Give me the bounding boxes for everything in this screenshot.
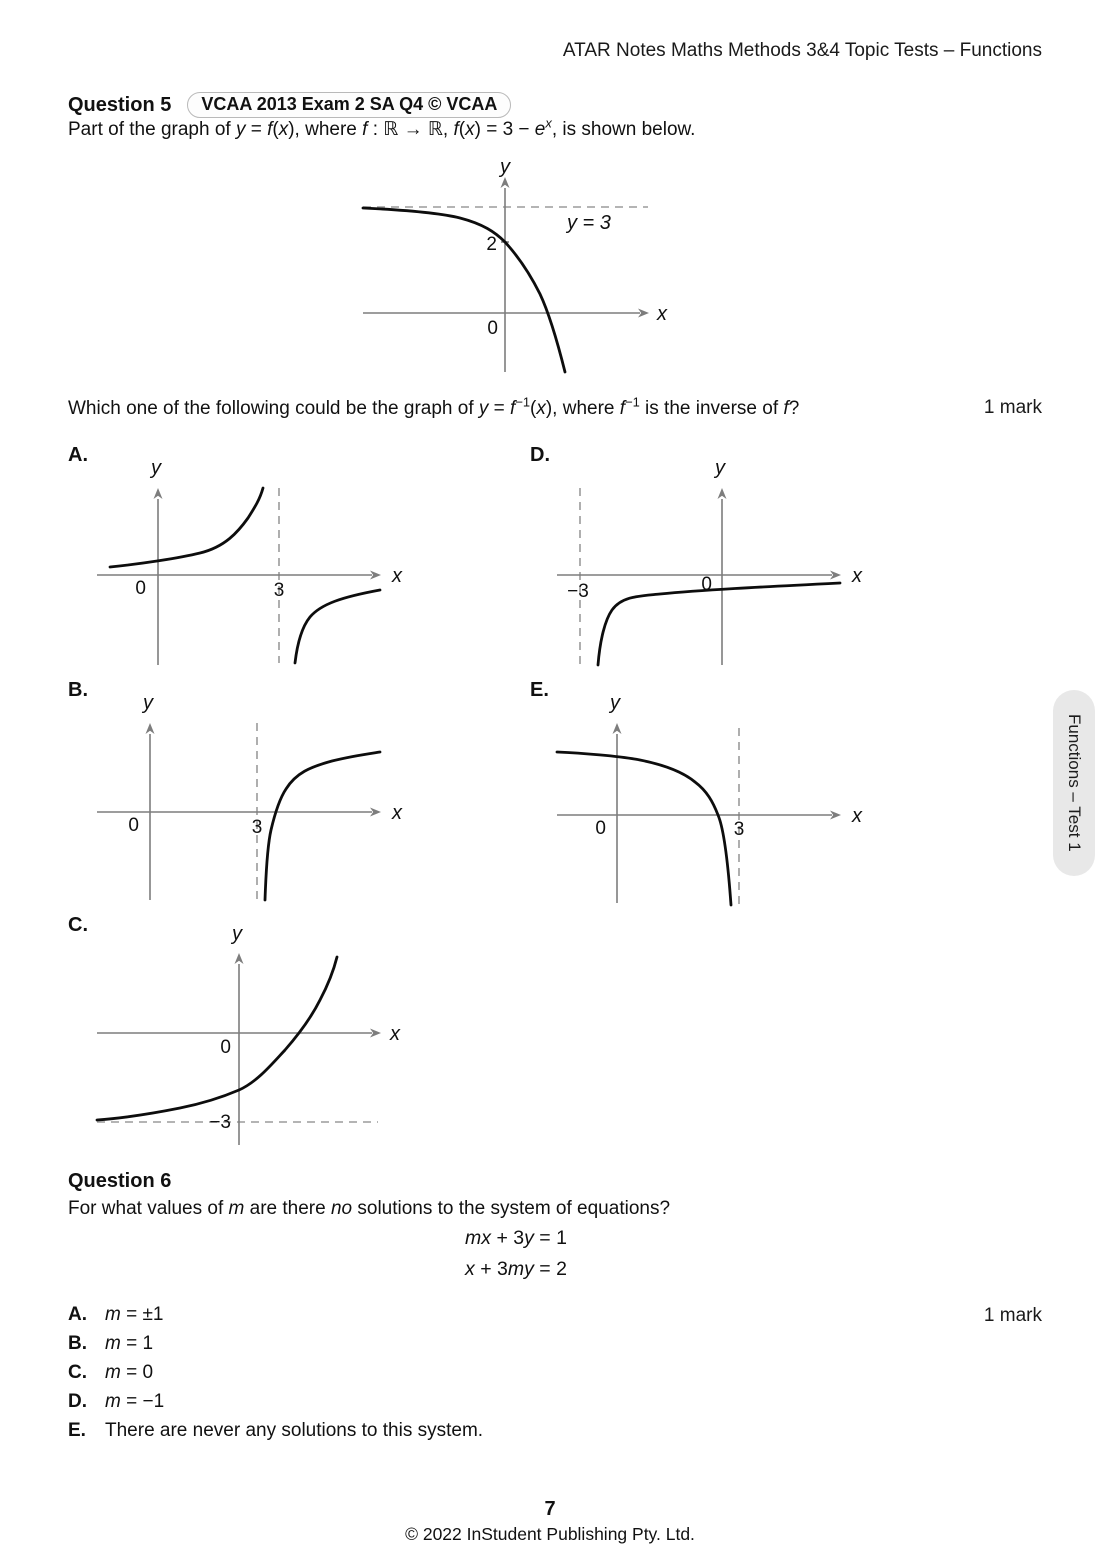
tick-label: −3 — [567, 581, 589, 602]
x-axis-label: x — [852, 565, 862, 587]
y-axis-label: y — [610, 692, 620, 714]
copyright-notice: © 2022 InStudent Publishing Pty. Ltd. — [405, 1524, 695, 1544]
option-letter: C. — [68, 1362, 87, 1383]
y-axis-label: y — [715, 457, 725, 479]
question6-prompt: For what values of m are there no solutions to the system of equations? — [68, 1198, 671, 1219]
question5-main-graph — [335, 156, 675, 378]
option-letter: B. — [68, 1333, 87, 1354]
curve-right-branch — [295, 590, 380, 663]
option-e-letter: E. — [530, 679, 549, 701]
option-a-letter: A. — [68, 444, 88, 466]
option-letter: E. — [68, 1420, 86, 1441]
question5-question: Which one of the following could be the graph of $y = f^{-1}(x)$, where $f^{-1}$ is the inverse of f? — [68, 394, 800, 419]
option-d-graph — [550, 458, 870, 670]
asymptote-label: y = 3 — [567, 212, 611, 234]
option-text: m = −1 — [105, 1391, 165, 1412]
question5-source-badge: VCAA 2013 Exam 2 SA Q4 © VCAA — [187, 92, 511, 118]
question6-equation-2: x + 3my = 2 — [465, 1258, 567, 1280]
question5-title: Question 5 — [68, 94, 172, 116]
x-axis-label: x — [392, 802, 402, 824]
option-a-graph — [90, 458, 410, 670]
curve — [265, 752, 380, 900]
x-axis-label: x — [390, 1023, 400, 1045]
option-text: m = 0 — [105, 1362, 154, 1383]
y-axis-label: y — [500, 156, 510, 178]
option-b-letter: B. — [68, 679, 88, 701]
y-axis-label: y — [151, 457, 161, 479]
tick-label: 3 — [273, 580, 285, 601]
origin-label: 0 — [595, 818, 606, 839]
curve-3-minus-ex — [363, 208, 565, 372]
origin-label: 0 — [135, 578, 146, 599]
tick-label: 3 — [733, 819, 745, 840]
page-header: ATAR Notes Maths Methods 3&4 Topic Tests – Functions — [562, 40, 1042, 61]
tick-label: −3 — [209, 1112, 231, 1133]
question5-intro: Part of the graph of y = f(x), where f : ℝ → ℝ, $f(x) = 3 - e^x$, is shown below. — [68, 115, 696, 140]
y-axis-arrow-icon — [154, 488, 163, 499]
question6-option-e — [68, 1420, 483, 1442]
option-text: m = ±1 — [105, 1304, 164, 1325]
origin-label: 0 — [128, 815, 139, 836]
option-b-graph — [90, 693, 410, 905]
curve — [557, 752, 731, 905]
y-intercept-label: 2 — [486, 234, 497, 255]
option-letter: D. — [68, 1391, 87, 1412]
option-c-letter: C. — [68, 914, 88, 936]
y-axis-arrow-icon — [613, 723, 622, 734]
origin-label: 0 — [701, 574, 712, 595]
y-axis-arrow-icon — [146, 723, 155, 734]
origin-label: 0 — [487, 318, 498, 339]
option-e-graph — [550, 693, 870, 908]
side-tab-label: Functions – Test 1 — [1065, 714, 1084, 852]
question6-title: Question 6 — [68, 1170, 172, 1192]
option-letter: A. — [68, 1304, 87, 1325]
option-c-graph — [90, 923, 410, 1146]
origin-label: 0 — [220, 1037, 231, 1058]
x-axis-label: x — [657, 303, 667, 325]
x-axis-label: x — [852, 805, 862, 827]
tick-label: 3 — [251, 817, 263, 838]
question5-header — [68, 92, 511, 118]
option-text: m = 1 — [105, 1333, 154, 1354]
question6-equation-1: mx + 3y = 1 — [465, 1227, 567, 1249]
y-axis-arrow-icon — [235, 953, 244, 964]
curve-left-branch — [110, 488, 263, 567]
y-axis-label: y — [143, 692, 153, 714]
side-tab-functions-test-1 — [1053, 690, 1095, 876]
y-axis-arrow-icon — [501, 177, 510, 188]
question5-marks: 1 mark — [983, 397, 1042, 418]
question6-option-a — [68, 1304, 163, 1326]
question6-option-b — [68, 1333, 153, 1355]
curve — [97, 957, 337, 1120]
question6-option-c — [68, 1362, 153, 1384]
option-d-letter: D. — [530, 444, 550, 466]
question6-marks: 1 mark — [983, 1305, 1042, 1326]
y-axis-label: y — [232, 923, 242, 945]
x-axis-label: x — [392, 565, 402, 587]
page-number: 7 — [544, 1498, 556, 1520]
y-axis-arrow-icon — [718, 488, 727, 499]
question6-option-d — [68, 1391, 164, 1413]
curve — [598, 583, 840, 665]
option-text: There are never any solutions to this system. — [105, 1420, 484, 1441]
